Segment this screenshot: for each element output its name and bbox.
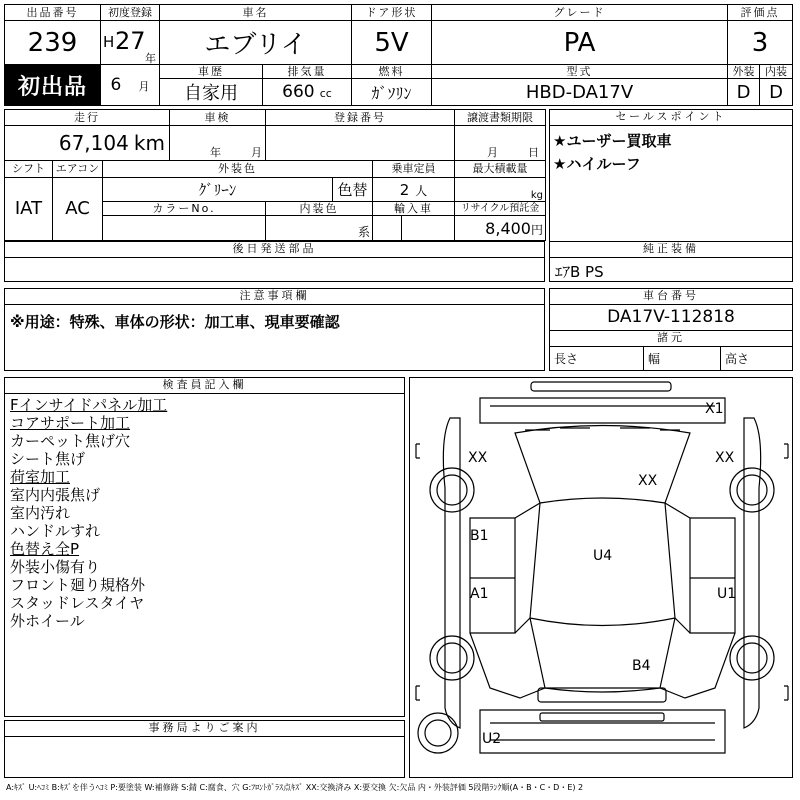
capacity-unit: 人 [415,183,428,198]
first-reg-month: 6 [110,75,122,95]
height-label: 高さ [725,352,750,366]
capacity-cell [373,177,455,202]
int-color-cell [266,216,373,241]
wheel-rear-left-inner [437,643,467,673]
recycle-amount: 8,400 [485,218,531,238]
transfer-label: 譲渡書類期限 [455,110,546,126]
shift: IAT [5,177,53,240]
rear-bumper-outline [540,713,664,721]
shift-label: シフト [5,161,53,177]
later-parts-label: 後日発送部品 [5,242,544,258]
mark-xx-left-fender: XX [468,450,488,466]
top-grid [4,4,793,106]
mark-u4: U4 [593,548,613,564]
note-item: フロント廻り規格外 [10,576,146,594]
note-item: 室内内張焦げ [10,486,101,504]
spec-grid [4,109,546,241]
ac-label: エアコン [53,161,103,177]
recolor-mark: 色替 [333,177,373,202]
right-quarter [660,633,735,698]
load-label: 最大積載量 [455,161,546,177]
chassis-label: 車台番号 [550,289,792,305]
history: 自家用 [160,79,263,106]
length-label: 長さ [554,352,579,366]
interior-label: 内装 [760,65,793,79]
wheel-front-left-inner [437,475,467,505]
inspection-year-unit: 年 [210,146,221,160]
mileage-label: 走行 [5,110,170,126]
note-item: シート焦げ [10,450,86,468]
transfer-month-unit: 月 [487,146,498,160]
damage-legend: A:ｷｽﾞ U:ﾍｺﾐ B:ｷｽﾞを伴うﾍｺﾐ P:要塗装 W:補修跡 S:錆 C:腐食、穴 G:ﾌﾛﾝﾄｶﾞﾗｽ点ｷｽﾞ XX:交換済み X:要交換 欠:欠品 内・外装評価 5段階ﾗﾝｸ順(A・B・C・D・E) 2 [6,783,584,792]
note-item: 色替え全P [10,540,80,558]
inspector-label: 検査員記入欄 [5,378,404,394]
grade-label: グレード [432,5,728,21]
inspector-box [4,377,405,717]
equipment-value: ｴｱB PS [555,263,604,281]
note-item: 室内汚れ [10,504,71,522]
mileage-cell [5,126,170,161]
spare-tire-inner [425,720,451,746]
equipment-box [549,241,793,282]
roof-outline [530,503,675,626]
car-diagram [410,378,794,779]
note-item: カーペット焦げ穴 [10,432,131,450]
first-reg-label: 初度登録 [101,5,160,21]
era: H [103,33,115,51]
right-doors [690,518,735,633]
first-reg-year: 27 [115,27,146,55]
import-cell-b [402,216,455,241]
left-body-outline [443,418,460,728]
caution-box [4,288,545,371]
ext-color: ｸﾞﾘｰﾝ [103,177,333,202]
note-item: スタッドレスタイヤ [10,594,145,612]
right-body-outline [744,418,761,728]
note-item: ハンドルすれ [10,522,101,540]
front-bumper-outline [531,382,671,391]
note-item: Fインサイドパネル加工 [10,396,168,414]
month-unit: 月 [138,80,150,93]
caution-text: ※用途：特殊、車体の形状：加工車、現車要確認 [10,313,340,331]
displacement-unit: cc [319,87,332,100]
caution-label: 注意事項欄 [5,289,544,305]
sales-point-2: ★ハイルーフ [553,155,641,173]
load-cell [455,177,546,202]
hood-outline [480,398,725,423]
recycle-label: リサイクル預託金 [455,202,546,216]
chassis-box [549,288,793,371]
sales-points-label: セールスポイント [550,110,792,126]
door-type: 5V [352,21,432,65]
rear-window-outline [530,618,675,692]
note-item: 外装小傷有り [10,558,101,576]
ext-color-label: 外装色 [103,161,373,177]
door-label: ドア形状 [352,5,432,21]
capacity-label: 乗車定員 [373,161,455,177]
sales-point-1: ★ユーザー買取車 [553,132,672,150]
transfer-cell [455,126,546,161]
dims-header [550,330,792,347]
mark-b4: B4 [632,658,651,674]
lot-number: 239 [5,21,101,65]
mark-u2: U2 [482,731,502,747]
note-item: コアサポート加工 [10,414,131,432]
inspection-cell [170,126,266,161]
bracket-mark [416,686,420,700]
dims-height [721,346,792,371]
rear-view-outline [480,710,725,753]
note-item: 外ホイール [10,612,85,630]
inspection-month-unit: 月 [251,146,262,160]
transfer-day-unit: 日 [528,146,539,160]
dims-label: 諸元 [657,331,685,344]
exterior-grade: D [728,79,760,106]
grade: PA [432,21,728,65]
equipment-label: 純正装備 [550,242,792,258]
mileage: 67,104 [58,131,129,156]
lot-label: 出品番号 [5,5,101,21]
wheel-front-right-inner [737,475,767,505]
later-parts-box [4,241,545,282]
rear-view-lines [490,723,715,740]
load-unit: kg [530,190,543,202]
color-no-cell [103,216,266,241]
sales-points-box [549,109,793,242]
mark-b1: B1 [470,528,489,544]
mark-xx-right-fender: XX [715,450,735,466]
mark-x1: X1 [705,401,724,417]
fuel-label: 燃料 [352,65,432,79]
windshield-outline [515,426,690,504]
left-quarter [470,633,545,698]
wheel-rear-right-inner [737,643,767,673]
model-code: HBD-DA17V [432,79,728,106]
dims-width [644,346,721,371]
int-color-label: 内装色 [266,202,373,216]
recycle-unit: 円 [530,222,543,237]
width-label: 幅 [648,352,661,366]
spare-tire [418,713,458,753]
recycle-cell [455,216,546,241]
int-color-unit: 系 [357,225,370,239]
year-unit: 年 [145,52,156,65]
displacement-label: 排気量 [263,65,352,79]
office-box [4,720,405,778]
mileage-unit: km [133,131,165,156]
first-reg-month-cell [101,65,160,106]
mark-u1: U1 [717,586,737,602]
capacity: 2 [399,180,410,199]
inspector-notes [10,396,167,630]
score: 3 [728,21,793,65]
displacement-cell [263,79,352,106]
reg-no-cell [266,126,455,161]
car-name-label: 車名 [160,5,352,21]
bracket-mark [784,444,788,458]
score-label: 評価点 [728,5,793,21]
interior-grade: D [760,79,793,106]
reg-no-label: 登録番号 [266,110,455,126]
exterior-label: 外装 [728,65,760,79]
model-label: 型式 [432,65,728,79]
door-connectors [515,503,690,633]
dims-length [550,346,644,371]
mark-xx-hood: XX [638,473,658,489]
air-conditioner: AC [53,177,103,240]
first-listing-badge: 初出品 [5,65,101,106]
car-name: エブリイ [160,21,352,65]
car-diagram-box [409,377,793,778]
bracket-mark [416,444,420,458]
bracket-mark [784,686,788,700]
displacement: 660 [282,82,315,102]
fuel: ｶﾞｿﾘﾝ [352,79,432,106]
chassis-number: DA17V-112818 [607,307,735,327]
color-no-label: カラーNo. [103,202,266,216]
import-cell-a [373,216,402,241]
import-label: 輸入車 [373,202,455,216]
history-label: 車歴 [160,65,263,79]
note-item: 荷室加工 [10,468,71,486]
mark-a1: A1 [470,586,489,602]
first-reg-year-cell [101,21,160,65]
inspection-label: 車検 [170,110,266,126]
office-label: 事務局よりご案内 [5,721,404,737]
